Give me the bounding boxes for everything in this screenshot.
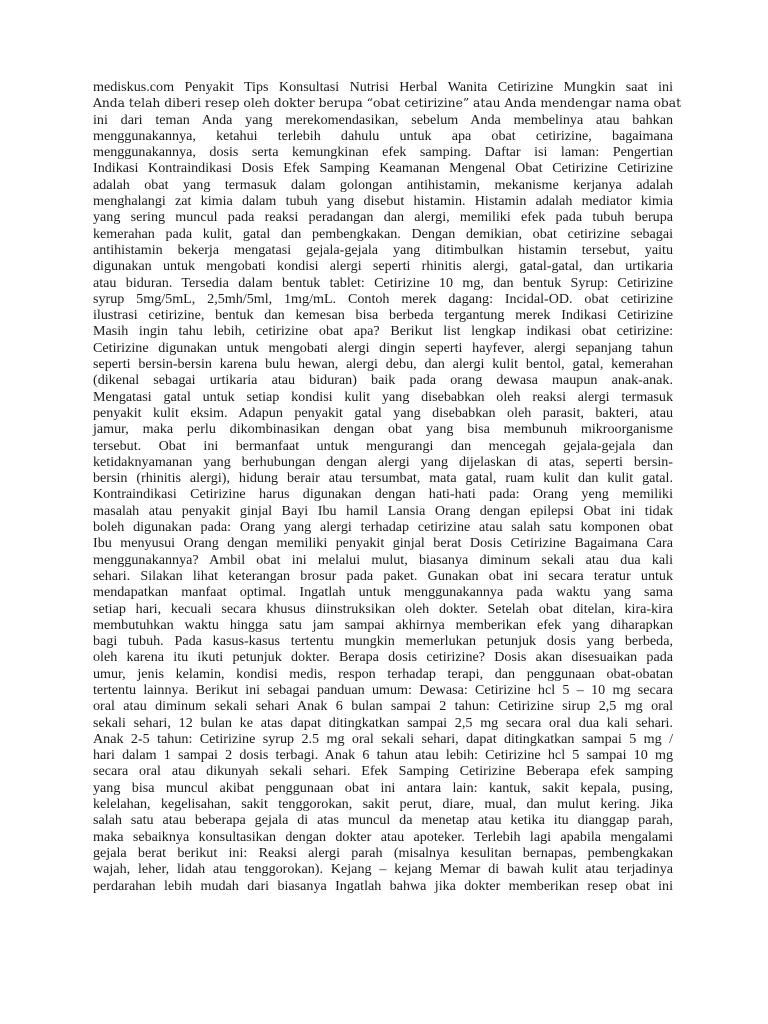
text-line: Indikasi Kontraindikasi Dosis Efek Samping Keamanan Mengenal Obat Cetirizine Cetirizine [93,160,673,177]
text-line: wajah, leher, lidah atau tenggorokan). Kejang – kejang Memar di bawah kulit atau terjadinya [93,861,673,878]
text-line: adalah obat yang termasuk dalam golongan antihistamin, mekanisme kerjanya adalah [93,176,673,193]
text-line: penyakit kulit eksim. Adapun penyakit gatal yang disebabkan oleh parasit, bakteri, atau [93,404,673,421]
text-line: ilustrasi cetirizine, bentuk dan kemesan bisa berbeda tergantung merek Indikasi Cetirizine [93,307,673,324]
text-line: kemerahan pada kulit, gatal dan pembengkakan. Dengan demikian, obat cetirizine sebagai [93,225,673,242]
text-line: Cetirizine digunakan untuk mengobati alergi dingin seperti hayfever, alergi sepanjang tahun [93,339,673,356]
document-page [93,79,682,894]
text-line: umur, jenis kelamin, kondisi medis, respon terhadap terapi, dan penggunaan obat-obatan [93,665,673,682]
text-line: (dikenal sebagai urtikaria atau biduran) baik pada orang dewasa maupun anak-anak. [93,372,673,389]
text-line: yang sering muncul pada reaksi peradangan dan alergi, memiliki efek pada tubuh berupa [93,209,673,226]
text-line: masalah atau penyakit ginjal Bayi Ibu hamil Lansia Orang dengan epilepsi Obat ini tidak [93,502,673,519]
text-line: mediskus.com Penyakit Tips Konsultasi Nutrisi Herbal Wanita Cetirizine Mungkin saat ini [93,79,673,95]
text-line: membutuhkan waktu hingga satu jam sampai akhirnya memberikan efek yang diharapkan [93,616,673,633]
text-line: gejala berat berikut ini: Reaksi alergi parah (misalnya kesulitan bernapas, pembengkakan [93,844,673,861]
text-line: hari dalam 1 sampai 2 dosis terbagi. Anak 6 tahun atau lebih: Cetirizine hcl 5 sampai 10 mg [93,747,673,764]
text-line: yang bisa muncul akibat penggunaan obat ini antara lain: kantuk, sakit kepala, pusing, [93,779,673,796]
text-line: Anak 2-5 tahun: Cetirizine syrup 2.5 mg oral sekali sehari, dapat ditingkatkan sampai 5 mg / [93,730,673,747]
text-line: perdarahan lebih mudah dari biasanya Ingatlah bahwa jika dokter memberikan resep obat ini [93,877,673,894]
text-line: sehari. Silakan lihat keterangan brosur pada paket. Gunakan obat ini secara teratur untuk [93,567,673,584]
text-line: tersebut. Obat ini bermanfaat untuk mengurangi dan mencegah gejala-gejala dan [93,437,673,454]
text-line: Anda telah diberi resep oleh dokter berupa “obat cetirizine” atau Anda mendengar nama obat [93,96,682,111]
text-line: sekali sehari, 12 bulan ke atas dapat ditingkatkan sampai 2,5 mg secara oral dua kali sehari. [93,714,673,731]
text-line: maka sebaiknya konsultasikan dengan dokter atau apoteker. Terlebih lagi apabila mengalami [93,828,673,845]
text-line: syrup 5mg/5mL, 2,5mh/5ml, 1mg/mL. Contoh merek dagang: Incidal-OD. obat cetirizine [93,290,673,307]
text-line: salah satu atau beberapa gejala di atas muncul da menetap atau ketika itu dianggap parah, [93,812,673,829]
text-line: menghalangi zat kimia dalam tubuh yang disebut histamin. Histamin adalah mediator kimia [93,193,673,210]
text-line: ini dari teman Anda yang merekomendasikan, sebelum Anda membelinya atau bahkan [93,111,673,128]
text-line: bersin (rhinitis alergi), hidung berair atau tersumbat, mata gatal, ruam kulit dan kulit gatal. [93,470,673,487]
text-line: atau biduran. Tersedia dalam bentuk tablet: Cetirizine 10 mg, dan bentuk Syrup: Cetirizine [93,274,673,291]
text-line: ketidaknyamanan yang berhubungan dengan alergi yang dijelaskan di atas, seperti bersin- [93,453,673,470]
text-line: antihistamin bekerja mengatasi gejala-gejala yang ditimbulkan histamin tersebut, yaitu [93,241,673,258]
text-line: bagi tubuh. Pada kasus-kasus tertentu mungkin memerlukan petunjuk dosis yang berbeda, [93,633,673,650]
text-line: secara oral atau dikunyah sekali sehari. Efek Samping Cetirizine Beberapa efek samping [93,763,673,780]
text-line: Mengatasi gatal untuk setiap kondisi kulit yang disebabkan oleh reaksi alergi termasuk [93,388,673,405]
text-line: boleh digunakan pada: Orang yang alergi terhadap cetirizine atau salah satu komponen obat [93,519,673,536]
text-line: menggunakannya, dosis serta kemungkinan efek samping. Daftar isi laman: Pengertian [93,144,673,161]
text-line: digunakan untuk mengobati kondisi alergi seperti rhinitis alergi, gatal-gatal, dan urtikaria [93,258,673,275]
text-line: mendapatkan manfaat optimal. Ingatlah untuk menggunakannya pada waktu yang sama [93,584,673,601]
text-line: seperti bersin-bersin karena bulu hewan, alergi debu, dan alergi kulit bentol, gatal, kemerahan [93,356,673,373]
text-line: jamur, maka perlu dikombinasikan dengan obat yang bisa membunuh mikroorganisme [93,421,673,438]
text-line: tertentu lainnya. Berikut ini sebagai panduan umum: Dewasa: Cetirizine hcl 5 – 10 mg secara [93,681,673,698]
text-line: Kontraindikasi Cetirizine harus digunakan dengan hati-hati pada: Orang yeng memiliki [93,486,673,503]
text-line: menggunakannya, ketahui terlebih dahulu untuk apa obat cetirizine, bagaimana [93,127,673,144]
text-line: menggunakannya? Ambil obat ini melalui mulut, biasanya diminum sekali atau dua kali [93,551,673,568]
text-line: Masih ingin tahu lebih, cetirizine obat apa? Berikut list lengkap indikasi obat cetirizine: [93,323,673,340]
text-line: oleh karena itu ikuti petunjuk dokter. Berapa dosis cetirizine? Dosis akan disesuaikan pada [93,649,673,666]
text-line: Ibu menyusui Orang dengan memiliki penyakit ginjal berat Dosis Cetirizine Bagaimana Cara [93,535,673,552]
text-line: oral atau diminum sekali sehari Anak 6 bulan sampai 2 tahun: Cetirizine sirup 2,5 mg oral [93,698,673,715]
text-line: setiap hari, kecuali secara khusus diinstruksikan oleh dokter. Setelah obat ditelan, kira-kira [93,600,673,617]
text-line: kelelahan, kegelisahan, sakit tenggorokan, sakit perut, diare, mual, dan mulut kering. Jika [93,796,673,813]
